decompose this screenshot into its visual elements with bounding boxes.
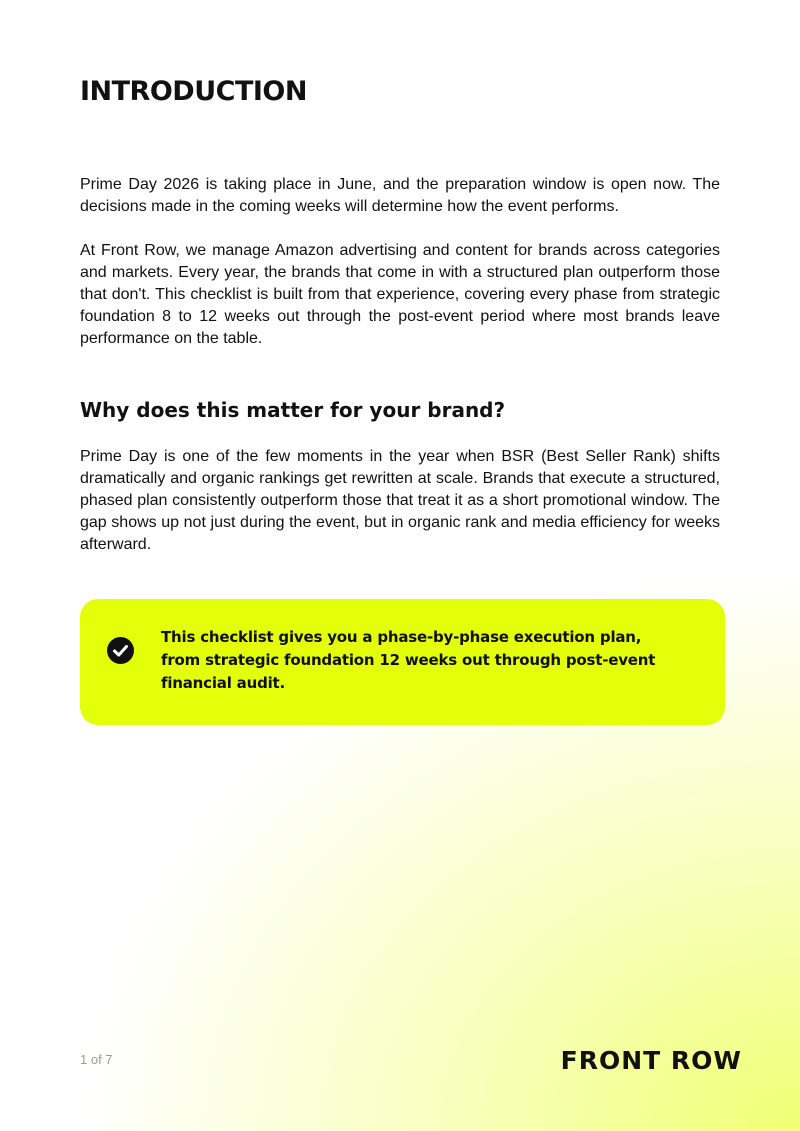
page-heading: INTRODUCTION — [80, 76, 307, 107]
callout-text: This checklist gives you a phase-by-phase execution plan, from strategic foundation 12 weeks out through post-event financial audit. — [161, 628, 656, 692]
brand-logo: FRONT ROW — [560, 1046, 742, 1075]
section-paragraph: Prime Day is one of the few moments in the year when BSR (Best Seller Rank) shifts dramatically and organic rankings get rewritten at scale. Brands that execute a structured, phased plan consistently outperform those that treat it as a short promotional window. The gap shows up not just during the event, but in organic rank and media efficiency for weeks afterward. — [80, 448, 720, 553]
check-circle-icon — [107, 637, 134, 664]
intro-paragraph-2: At Front Row, we manage Amazon advertising and content for brands across categories and markets. Every year, the brands that come in with a structured plan outperform those that don't. This checklist is built from that experience, covering every phase from strategic foundation 8 to 12 weeks out through the post-event period where most brands leave performance on the table. — [80, 242, 720, 347]
section-title: Why does this matter for your brand? — [80, 398, 506, 422]
intro-paragraph-1: Prime Day 2026 is taking place in June, and the preparation window is open now. The decisions made in the coming weeks will determine how the event performs. — [80, 176, 720, 215]
page-number: 1 of 7 — [80, 1052, 113, 1067]
callout-box — [80, 599, 725, 725]
